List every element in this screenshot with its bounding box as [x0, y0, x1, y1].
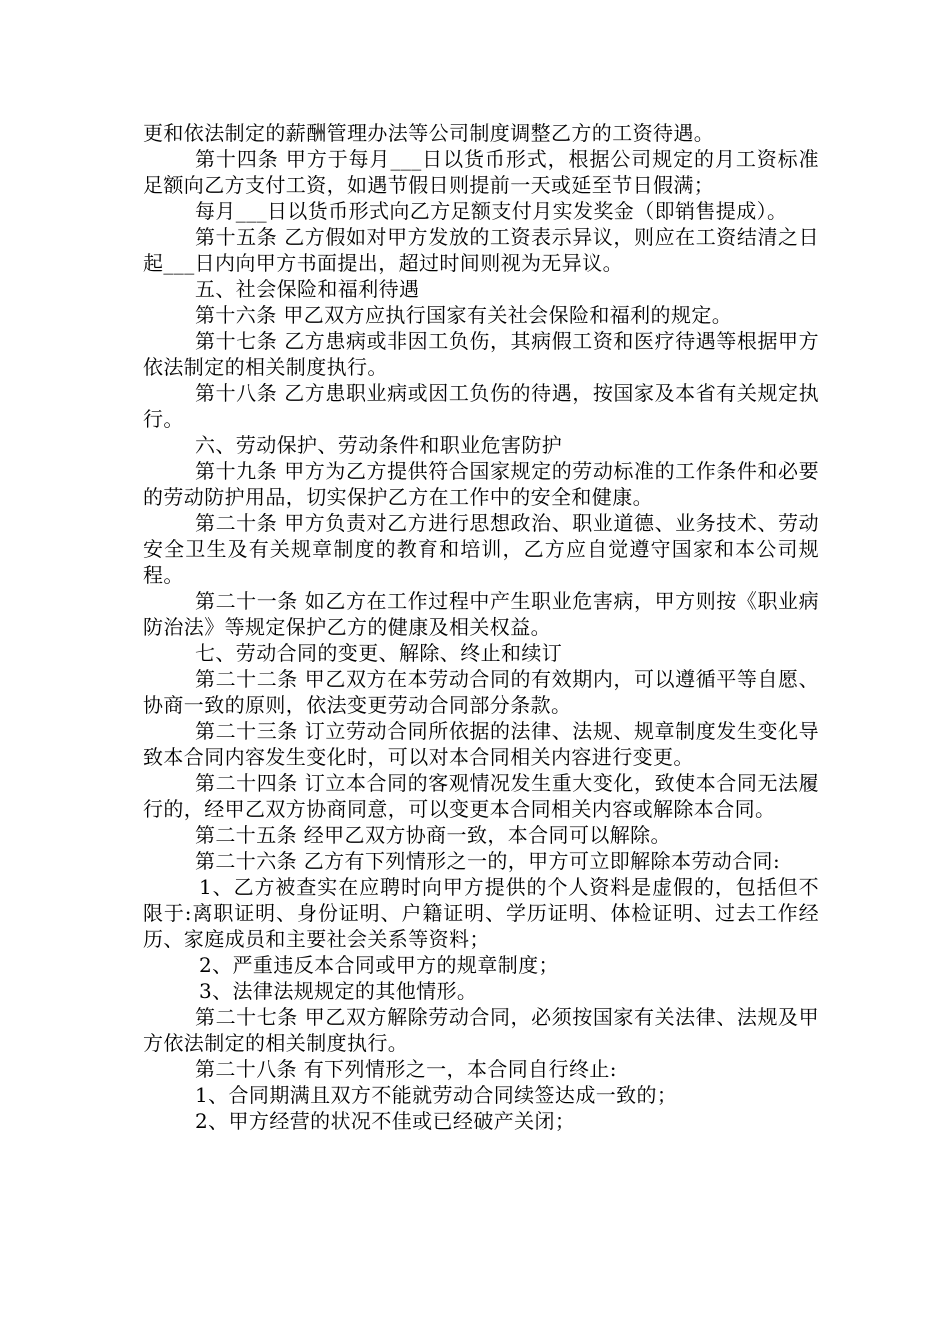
list-item: 3、法律法规规定的其他情形。: [199, 979, 478, 1003]
section-heading-7: 七、劳动合同的变更、解除、终止和续订: [195, 641, 563, 665]
paragraph: 每月___日以货币形式向乙方足额支付月实发奖金（即销售提成）。: [195, 199, 788, 223]
clause-22: 第二十二条 甲乙双方在本劳动合同的有效期内，可以遵循平等自愿、协商一致的原则，依法变更劳动合同部分条款。: [143, 667, 819, 717]
list-item: 2、甲方经营的状况不佳或已经破产关闭；: [195, 1109, 576, 1133]
list-item: 2、严重违反本合同或甲方的规章制度；: [199, 953, 559, 977]
clause-14: 第十四条 甲方于每月___日以货币形式，根据公司规定的月工资标准足额向乙方支付工资，如遇节假日则提前一天或延至节日假满；: [143, 147, 819, 197]
clause-15: 第十五条 乙方假如对甲方发放的工资表示异议，则应在工资结清之日起___日内向甲方书面提出，超过时间则视为无异议。: [143, 225, 819, 275]
document-body: [143, 120, 819, 1134]
list-item: 1、乙方被查实在应聘时向甲方提供的个人资料是虚假的，包括但不限于:离职证明、身份证明、户籍证明、学历证明、体检证明、过去工作经历、家庭成员和主要社会关系等资料；: [143, 875, 819, 951]
clause-23: 第二十三条 订立劳动合同所依据的法律、法规、规章制度发生变化导致本合同内容发生变化时，可以对本合同相关内容进行变更。: [143, 719, 819, 769]
section-heading-5: 五、社会保险和福利待遇: [195, 277, 420, 301]
clause-25: 第二十五条 经甲乙双方协商一致，本合同可以解除。: [195, 823, 671, 847]
clause-27: 第二十七条 甲乙双方解除劳动合同，必须按国家有关法律、法规及甲方依法制定的相关制度执行。: [143, 1005, 819, 1055]
clause-24: 第二十四条 订立本合同的客观情况发生重大变化，致使本合同无法履行的，经甲乙双方协商同意，可以变更本合同相关内容或解除本合同。: [143, 771, 819, 821]
paragraph: 更和依法制定的薪酬管理办法等公司制度调整乙方的工资待遇。: [143, 121, 715, 145]
clause-16: 第十六条 甲乙双方应执行国家有关社会保险和福利的规定。: [195, 303, 733, 327]
clause-20: 第二十条 甲方负责对乙方进行思想政治、职业道德、业务技术、劳动安全卫生及有关规章制度的教育和培训，乙方应自觉遵守国家和本公司规程。: [143, 511, 819, 587]
clause-28: 第二十八条 有下列情形之一，本合同自行终止:: [195, 1057, 617, 1081]
clause-21: 第二十一条 如乙方在工作过程中产生职业危害病，甲方则按《职业病防治法》等规定保护乙方的健康及相关权益。: [143, 589, 819, 639]
clause-19: 第十九条 甲方为乙方提供符合国家规定的劳动标准的工作条件和必要的劳动防护用品，切实保护乙方在工作中的安全和健康。: [143, 459, 819, 509]
section-heading-6: 六、劳动保护、劳动条件和职业危害防护: [195, 433, 563, 457]
list-item: 1、合同期满且双方不能就劳动合同续签达成一致的；: [195, 1083, 678, 1107]
clause-18: 第十八条 乙方患职业病或因工负伤的待遇，按国家及本省有关规定执行。: [143, 381, 819, 431]
clause-17: 第十七条 乙方患病或非因工负伤，其病假工资和医疗待遇等根据甲方依法制定的相关制度执行。: [143, 329, 819, 379]
clause-26: 第二十六条 乙方有下列情形之一的，甲方可立即解除本劳动合同:: [195, 849, 781, 873]
